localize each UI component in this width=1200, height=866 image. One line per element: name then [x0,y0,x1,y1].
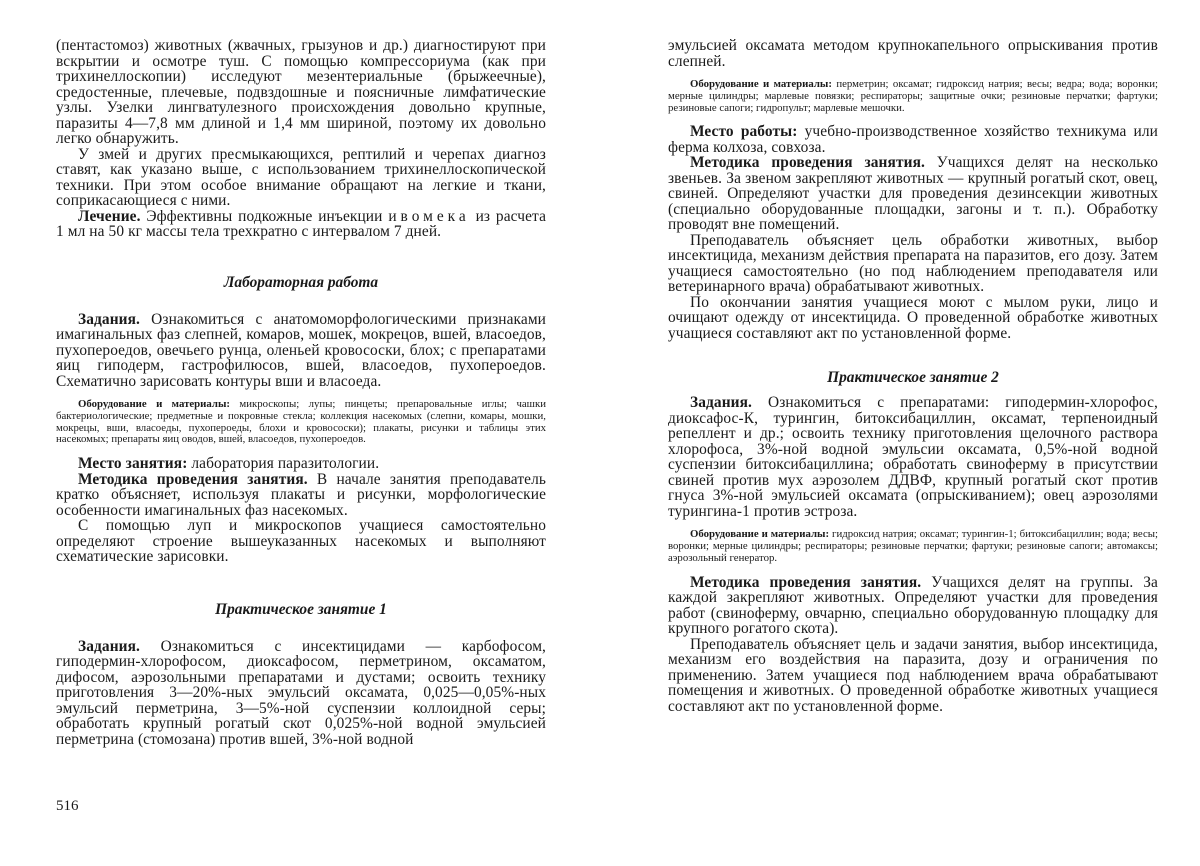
equipment-paragraph [668,529,1158,564]
task-text: Ознакомиться с препаратами: гиподермин-хлорофос, диоксафос-К, турингин, битоксибациллин, оксамат, терпеноидный репеллент и др.; освоить технику приготовления щелочного раствора хлорофоса, 3%-ной водной эмульсии оксамата, 0,5%-ной водной суспензии битоксибациллина; обработать свиноферму в присутствии свиней против мух аэрозолем ДДВФ, крупный рогатый скот против гнуса 3%-ной эмульсией оксамата (опрыскиванием); овец аэрозолями турингина-1 против эстроза. [668,394,1158,520]
treatment-paragraph [56,209,546,240]
equipment-label: Оборудование и материалы: [690,528,830,541]
treatment-tail: из расчета 1 мл на 50 кг массы тела трехкратно с интервалом 7 дней. [56,207,547,240]
equipment-text: перметрин; оксамат; гидроксид натрия; весы; ведра; вода; воронки; мерные цилиндры; марлевые повязки; респираторы; защитные очки; резиновые перчатки; фартуки; резиновые сапоги; гидропульт; марлевые мешочки. [668,78,1158,114]
page-number: 516 [56,798,79,814]
place-text: лаборатория паразитологии. [187,455,380,473]
section-heading-lab: Лабораторная работа [223,273,379,291]
task-paragraph [56,639,546,748]
method-paragraph [668,155,1158,233]
equipment-text: микроскопы; лупы; пинцеты; препаровальные иглы; чашки бактериологические; предметные и покровные стекла; коллекция насекомых (слепни, комары, мошки, мокрецы, вши, власоеды, пухопероеды, блохи и кровососки); плакаты, рисунки и таблицы этих насекомых; препараты яиц оводов, вшей, власоедов, пухопероедов. [56,398,547,446]
drug-name: ивомека [388,207,470,225]
section-heading-practice-1: Практическое занятие 1 [215,600,387,618]
paragraph: (пентастомоз) животных (жвачных, грызунов и др.) диагностируют при вскрытии и осмотре туш. С помощью компрессориума (как при трихинеллоскопии) исследуют мезентериальные (брыжеечные), средостенные, плечевые, подвздошные и поясничные лимфатические узлы. Узелки лингватулезного происхождения довольно крупные, паразиты 4—7,8 мм длиной и 1,4 мм шириной, поэтому их довольно легко обнаружить. [56,37,546,147]
method-label: Методика проведения занятия. [690,154,925,172]
place-label: Место занятия: [78,455,188,473]
paragraph: У змей и других пресмыкающихся, рептилий и черепах диагноз ставят, как указано выше, с использованием трихинеллоскопической техники. При этом особое внимание обращают на легкие и ткани, соприкасающиеся с ними. [56,145,546,209]
method-text: Учащихся делят на группы. За каждой закрепляют животных. Определяют участки для проведения работ (свиноферму, овчарню, специально оборудованную площадку для крупного рогатого скота). [668,573,1158,638]
equipment-label: Оборудование и материалы: [690,78,832,90]
paragraph: С помощью луп и микроскопов учащиеся самостоятельно определяют строение вышеуказанных насекомых и выполняют схематические зарисовки. [56,517,546,566]
method-paragraph [56,472,546,519]
equipment-label: Оборудование и материалы: [78,398,230,410]
method-label: Методика проведения занятия. [690,573,922,591]
place-text: учебно-производственное хозяйство техникума или ферма колхоза, совхоза. [668,123,1158,156]
task-text: Ознакомиться с анатомоморфологическими признаками имагинальных фаз слепней, комаров, мошек, мокрецов, вшей, власоедов, пухопероедов, овечьего рунца, оленьей кровососки, блох; с препаратами яиц гиподерм, гастрофилюсов, вшей, власоедов, пухопероедов. Схематично зарисовать контуры вши и власоеда. [56,310,546,390]
method-text: В начале занятия преподаватель кратко объясняет, используя плакаты и рисунки, морфологические особенности имагинальных фаз насекомых. [56,470,546,519]
equipment-text: гидроксид натрия; оксамат; турингин-1; битоксибациллин; вода; весы; воронки; мерные цилиндры; респираторы; резиновые перчатки; фартуки; резиновые сапоги; автомаксы; аэрозольный генератор. [668,528,1158,564]
section-heading-practice-2: Практическое занятие 2 [827,369,999,387]
place-paragraph [668,124,1158,155]
equipment-paragraph [668,79,1158,114]
left-page [56,38,546,747]
task-paragraph [56,312,546,390]
treatment-label: Лечение. [78,207,141,225]
place-label: Место работы: [690,123,798,141]
method-text: Учащихся делят на несколько звеньев. За звеном закрепляют животных — крупный рогатый скот, овец, свиней. Определяют участки для проведения дезинсекции животных (специально оборудованные площадки, загоны и т. п.). Обработку проводят вне помещений. [668,154,1158,234]
task-text: Ознакомиться с инсектицидами — карбофосом, гиподермин-хлорофосом, диоксафосом, перметрином, оксаматом, дифосом, аэрозольными препаратами и дустами; освоить технику приготовления 3—20%-ных эмульсий оксамата, 0,025—0,05%-ных эмульсий перметрина, 3—5%-ной суспензии коллоидной серы; обработать крупный рогатый скот 0,025%-ной водной эмульсией перметрина (стомозана) против вшей, 3%-ной водной [56,637,546,748]
paragraph: Преподаватель объясняет цель и задачи занятия, выбор инсектицида, механизм его воздействия на паразита, дозу и ограничения по применению. Затем учащиеся под наблюдением врача обрабатывают помещения и животных. О проведенной обработке животных учащиеся составляют акт по установленной форме. [668,635,1158,715]
place-paragraph [56,456,546,472]
method-label: Методика проведения занятия. [78,470,308,488]
equipment-paragraph [56,399,546,446]
task-label: Задания. [78,637,141,655]
paragraph: эмульсией оксамата методом крупнокапельного опрыскивания против слепней. [668,37,1158,70]
treatment-text: Эффективны подкожные инъекции [140,207,389,225]
task-paragraph [668,395,1158,519]
right-page [668,38,1158,714]
task-label: Задания. [78,310,141,328]
paragraph: Преподаватель объясняет цель обработки животных, выбор инсектицида, механизм действия препарата на паразитов, его дозу. Затем учащиеся самостоятельно (но под наблюдением преподавателя или ветеринарного врача) обрабатывают животных. [668,231,1158,296]
task-label: Задания. [690,394,753,412]
paragraph: По окончании занятия учащиеся моют с мылом руки, лицо и очищают одежду от инсектицида. О проведенной обработке животных учащиеся составляют акт по установленной форме. [668,293,1158,342]
method-paragraph [668,575,1158,637]
